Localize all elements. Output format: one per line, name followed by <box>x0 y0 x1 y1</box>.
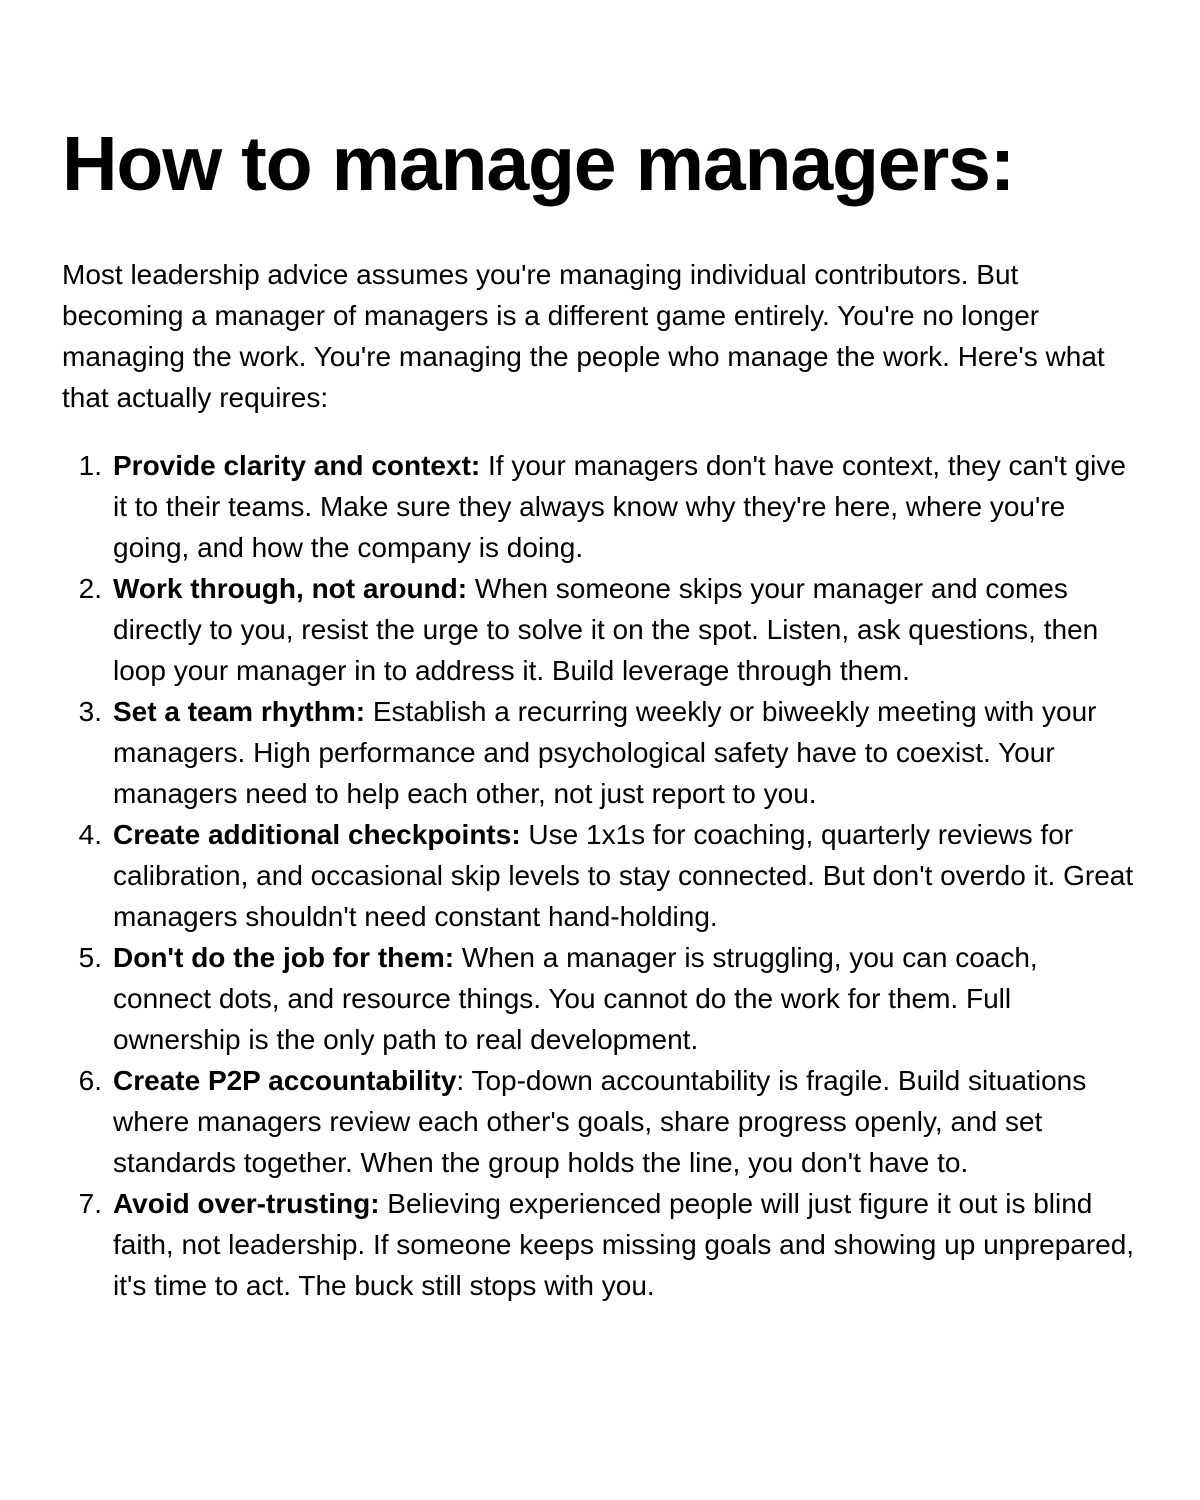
list-item-body: Believing experienced people will just figure it out is blind faith, not leadership. If someone keeps missing goals and showing up unprepared, it's time to act. The buck still stops with you. <box>113 1188 1135 1301</box>
list-item <box>62 691 1142 814</box>
list-item-number: 5. <box>78 942 102 973</box>
list-item-body: : Top-down accountability is fragile. Build situations where managers review each other's goals, share progress openly, and set standards together. When the group holds the line, you don't have to. <box>113 1065 1087 1178</box>
list-item <box>62 445 1142 568</box>
list-item-lead: Provide clarity and context: <box>113 450 481 481</box>
intro-paragraph: Most leadership advice assumes you're managing individual contributors. But becoming a manager of managers is a different game entirely. You're no longer managing the work. You're managing the people who manage the work. Here's what that actually requires: <box>62 259 1105 413</box>
list-item-body: Use 1x1s for coaching, quarterly reviews for calibration, and occasional skip levels to stay connected. But don't overdo it. Great managers shouldn't need constant hand-holding. <box>113 819 1134 932</box>
list-item-body: When a manager is struggling, you can coach, connect dots, and resource things. You cannot do the work for them. Full ownership is the only path to real development. <box>113 942 1038 1055</box>
list-item-lead: Don't do the job for them: <box>113 942 455 973</box>
list-item <box>62 1060 1142 1183</box>
list-item-lead: Set a team rhythm: <box>113 696 366 727</box>
list-item-number: 2. <box>78 573 102 604</box>
list-item-lead: Create P2P accountability <box>113 1065 457 1096</box>
list-item <box>62 937 1142 1060</box>
tips-ordered-list <box>62 445 1142 1306</box>
list-item-body: Establish a recurring weekly or biweekly meeting with your managers. High performance and psychological safety have to coexist. Your managers need to help each other, not just report to you. <box>113 696 1097 809</box>
list-item <box>62 568 1142 691</box>
list-item-lead: Avoid over-trusting: <box>113 1188 380 1219</box>
list-item-number: 6. <box>78 1065 102 1096</box>
list-item <box>62 814 1142 937</box>
list-item-lead: Create additional checkpoints: <box>113 819 521 850</box>
list-item-lead: Work through, not around: <box>113 573 468 604</box>
page-title: How to manage managers: <box>62 121 1015 207</box>
list-item-number: 1. <box>78 450 102 481</box>
list-item-number: 7. <box>78 1188 102 1219</box>
list-item-body: When someone skips your manager and comes directly to you, resist the urge to solve it on the spot. Listen, ask questions, then loop your manager in to address it. Build leverage through them. <box>113 573 1099 686</box>
list-item-number: 4. <box>78 819 102 850</box>
list-item <box>62 1183 1142 1306</box>
list-item-body: If your managers don't have context, they can't give it to their teams. Make sure they always know why they're here, where you're going, and how the company is doing. <box>113 450 1126 563</box>
list-item-number: 3. <box>78 696 102 727</box>
